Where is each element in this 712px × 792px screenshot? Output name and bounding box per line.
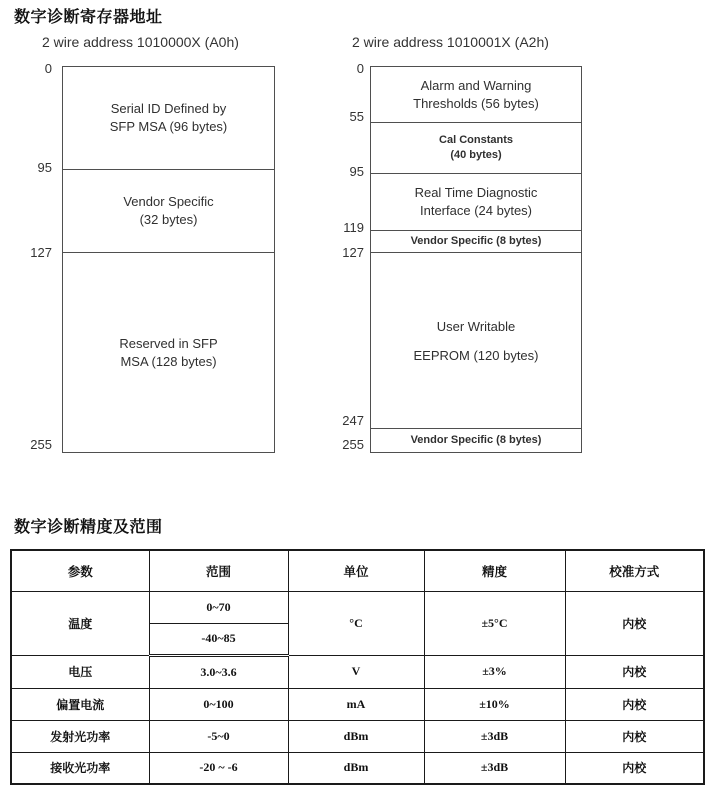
region-cal-constants: [371, 122, 581, 173]
region-text: Vendor Specific: [123, 194, 214, 209]
table-row-rx-power: [11, 752, 704, 784]
addr-a0-95: 95: [37, 160, 52, 175]
header-accuracy: 精度: [424, 550, 565, 591]
region-user-writable-eeprom: [371, 252, 581, 428]
calibration-cell: 内校: [565, 655, 704, 688]
diagnostics-table: [10, 549, 705, 785]
region-text: Alarm and Warning: [420, 77, 532, 93]
table-row-voltage: [11, 655, 704, 688]
param-cell: 接收光功率: [11, 752, 149, 784]
region-text: User Writable: [436, 318, 516, 334]
addr-a0-255: 255: [30, 437, 52, 452]
table-row-tx-power: [11, 720, 704, 752]
accuracy-cell: ±3dB: [424, 720, 565, 752]
unit-cell: mA: [288, 688, 424, 720]
table-row-temperature-1: [11, 591, 704, 623]
addr-a2-119: 119: [343, 220, 364, 235]
accuracy-cell: ±3dB: [424, 752, 565, 784]
header-range: 范围: [149, 550, 288, 591]
region-vendor-specific-8-upper: [371, 230, 581, 252]
map-a2-header: 2 wire address 1010001X (A2h): [352, 34, 549, 50]
unit-cell: dBm: [288, 720, 424, 752]
region-vendor-specific-32: [63, 169, 274, 252]
memory-map-a0: [62, 66, 275, 453]
unit-cell: °C: [288, 591, 424, 655]
region-text: Vendor Specific (8 bytes): [410, 434, 542, 446]
region-text: Thresholds (56 bytes): [413, 95, 539, 111]
param-cell: 温度: [11, 591, 149, 655]
header-calibration: 校准方式: [565, 550, 704, 591]
table-row-bias-current: [11, 688, 704, 720]
region-text: Interface (24 bytes): [420, 203, 532, 218]
region-text: Cal Constants: [439, 134, 513, 146]
header-param: 参数: [11, 550, 149, 591]
region-text: SFP MSA (96 bytes): [109, 119, 228, 134]
range-cell: -40~85: [149, 623, 288, 655]
range-cell: -5~0: [149, 720, 288, 752]
region-text: (40 bytes): [450, 149, 502, 161]
addr-a2-55: 55: [349, 109, 364, 124]
memory-map-a2: [370, 66, 582, 453]
range-cell: 0~70: [149, 591, 288, 623]
addr-a2-95: 95: [349, 164, 364, 179]
table-header-row: [11, 550, 704, 591]
region-text: Reserved in SFP: [119, 335, 218, 351]
unit-cell: dBm: [288, 752, 424, 784]
addr-a2-247: 247: [342, 413, 364, 428]
region-text: Vendor Specific (8 bytes): [410, 235, 542, 247]
addr-a2-127: 127: [342, 245, 364, 260]
region-real-time-diagnostic: [371, 173, 581, 230]
region-text: Serial ID Defined by: [110, 101, 227, 116]
range-cell: -20 ~ -6: [149, 752, 288, 784]
region-alarm-warning: [371, 67, 581, 122]
addr-a2-0: 0: [356, 61, 364, 76]
region-text: (32 bytes): [139, 212, 198, 227]
addr-a0-0: 0: [44, 61, 52, 76]
calibration-cell: 内校: [565, 591, 704, 655]
region-reserved-sfp: [63, 252, 274, 452]
addr-a2-255: 255: [342, 437, 364, 452]
range-cell: 3.0~3.6: [149, 655, 288, 688]
region-text: MSA (128 bytes): [120, 353, 217, 369]
accuracy-cell: ±10%: [424, 688, 565, 720]
addr-a0-127: 127: [30, 245, 52, 260]
range-cell: 0~100: [149, 688, 288, 720]
accuracy-cell: ±5°C: [424, 591, 565, 655]
region-text: Real Time Diagnostic: [414, 185, 538, 200]
section-title-accuracy-range: 数字诊断精度及范围: [14, 519, 163, 536]
header-unit: 单位: [288, 550, 424, 591]
param-cell: 偏置电流: [11, 688, 149, 720]
region-vendor-specific-8-lower: [371, 428, 581, 452]
region-serial-id: [63, 67, 274, 169]
accuracy-cell: ±3%: [424, 655, 565, 688]
section-title-register-address: 数字诊断寄存器地址: [14, 9, 163, 26]
calibration-cell: 内校: [565, 752, 704, 784]
region-text: EEPROM (120 bytes): [413, 347, 539, 363]
calibration-cell: 内校: [565, 720, 704, 752]
param-cell: 发射光功率: [11, 720, 149, 752]
unit-cell: V: [288, 655, 424, 688]
calibration-cell: 内校: [565, 688, 704, 720]
param-cell: 电压: [11, 655, 149, 688]
map-a0-header: 2 wire address 1010000X (A0h): [42, 34, 239, 50]
